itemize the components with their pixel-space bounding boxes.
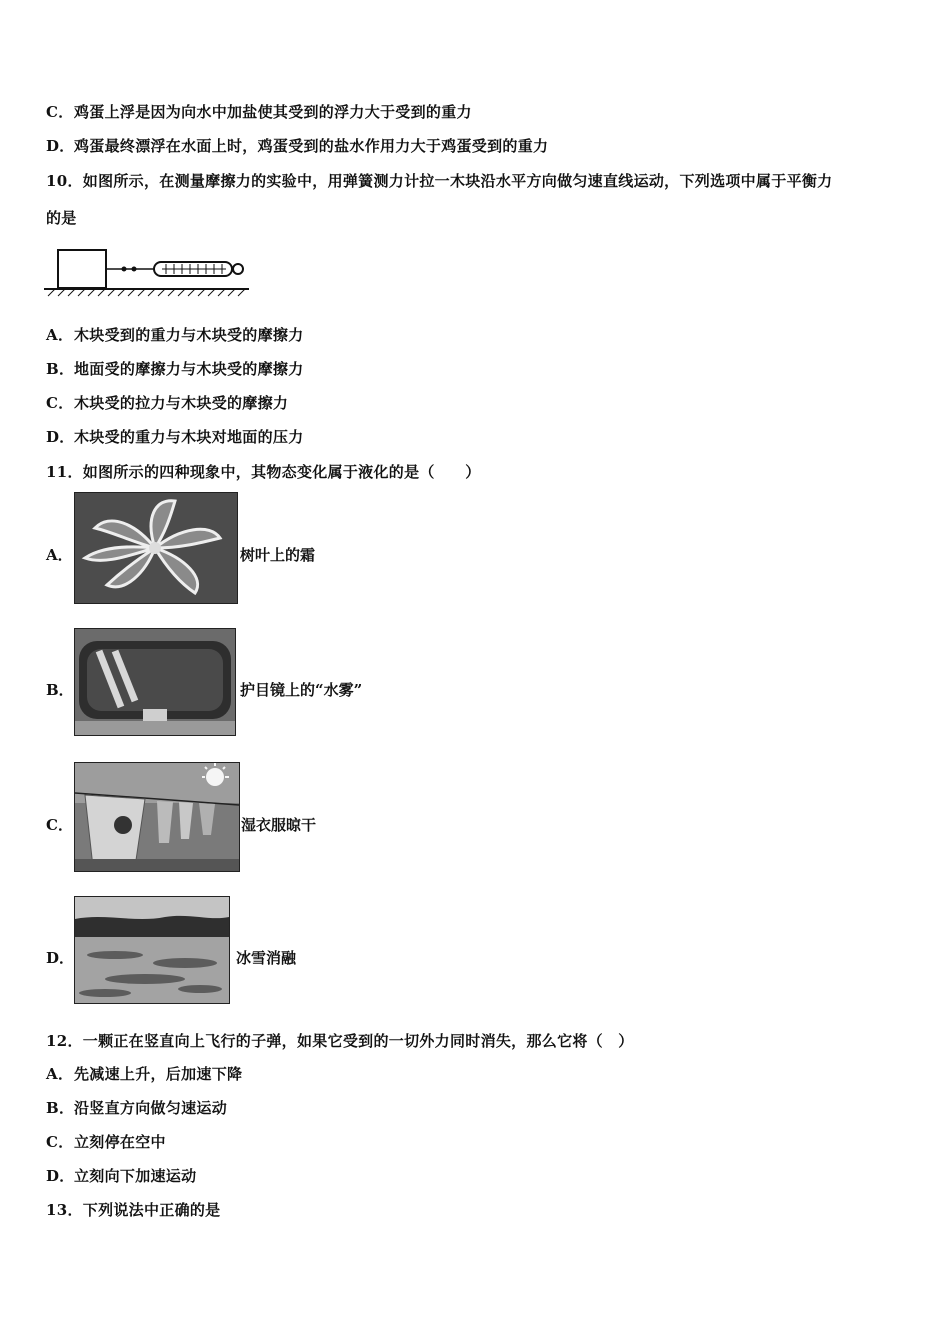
option-text: 地面受的摩擦力与木块受的摩擦力 [74,360,304,378]
option-caption: 冰雪消融 [236,949,297,967]
q11-stem: 11．如图所示的四种现象中，其物态变化属于液化的是（ ） [46,463,481,481]
q10-option-c [46,392,288,413]
q9-option-c [46,101,472,122]
option-text: 鸡蛋最终漂浮在水面上时，鸡蛋受到的盐水作用力大于鸡蛋受到的重力 [74,137,549,155]
hook-icon [122,267,127,272]
option-text: 鸡蛋上浮是因为向水中加盐使其受到的浮力大于受到的重力 [74,103,472,121]
option-text: 木块受的拉力与木块受的摩擦力 [74,394,289,412]
q11-option-d [46,896,446,1006]
option-text: 立刻向下加速运动 [74,1167,197,1185]
option-caption: 树叶上的霜 [240,546,316,564]
q12-option-d [46,1165,196,1186]
frost-on-leaves-photo [74,492,238,604]
option-text: 沿竖直方向做匀速运动 [74,1099,228,1117]
option-text: 先减速上升，后加速下降 [74,1065,243,1083]
hook-icon [132,267,137,272]
option-caption: 湿衣服晾干 [241,816,317,834]
q10-stem: 10．如图所示，在测量摩擦力的实验中，用弹簧测力计拉一木块沿水平方向做匀速直线运动，下列选项中属于平衡力 [46,172,833,190]
option-letter: B． [46,360,75,378]
q12-option-c [46,1131,166,1152]
q12-option-b [46,1097,227,1118]
option-letter: A． [46,326,74,344]
q11-option-a [46,492,446,602]
q11-option-b [46,628,446,738]
option-text: 木块受的重力与木块对地面的压力 [74,428,304,446]
ground-hatching [48,289,245,296]
q13-stem: 13．下列说法中正确的是 [46,1201,221,1219]
drying-clothes-photo [74,762,240,872]
q12-stem: 12．一颗正在竖直向上飞行的子弹，如果它受到的一切外力同时消失，那么它将（ ） [46,1032,634,1050]
option-letter: C． [46,394,74,412]
option-letter: D． [46,949,75,967]
fogged-goggles-photo [74,628,236,736]
option-letter: C． [46,1133,74,1151]
spring-scale [154,262,243,276]
option-letter: C． [46,816,73,834]
option-caption: 护目镜上的“水雾” [240,681,363,699]
melting-snow-photo [74,896,230,1004]
q10-option-d [46,426,304,447]
q10-stem-continued: 的是 [46,209,77,227]
q11-option-c [46,762,446,872]
option-letter: A． [46,1065,74,1083]
option-letter: D． [46,137,75,155]
option-letter: D． [46,1167,75,1185]
option-letter: A． [46,546,73,564]
block-spring-scale-figure [44,245,249,297]
q10-option-b [46,358,304,379]
q12-option-a [46,1063,242,1084]
option-letter: B． [46,1099,75,1117]
option-letter: B． [46,681,74,699]
option-text: 立刻停在空中 [74,1133,166,1151]
option-letter: C． [46,103,74,121]
option-text: 木块受到的重力与木块受的摩擦力 [74,326,304,344]
q10-option-a [46,324,304,345]
option-letter: D． [46,428,75,446]
friction-experiment-diagram [44,245,249,297]
wooden-block [58,250,106,288]
q9-option-d [46,135,548,156]
